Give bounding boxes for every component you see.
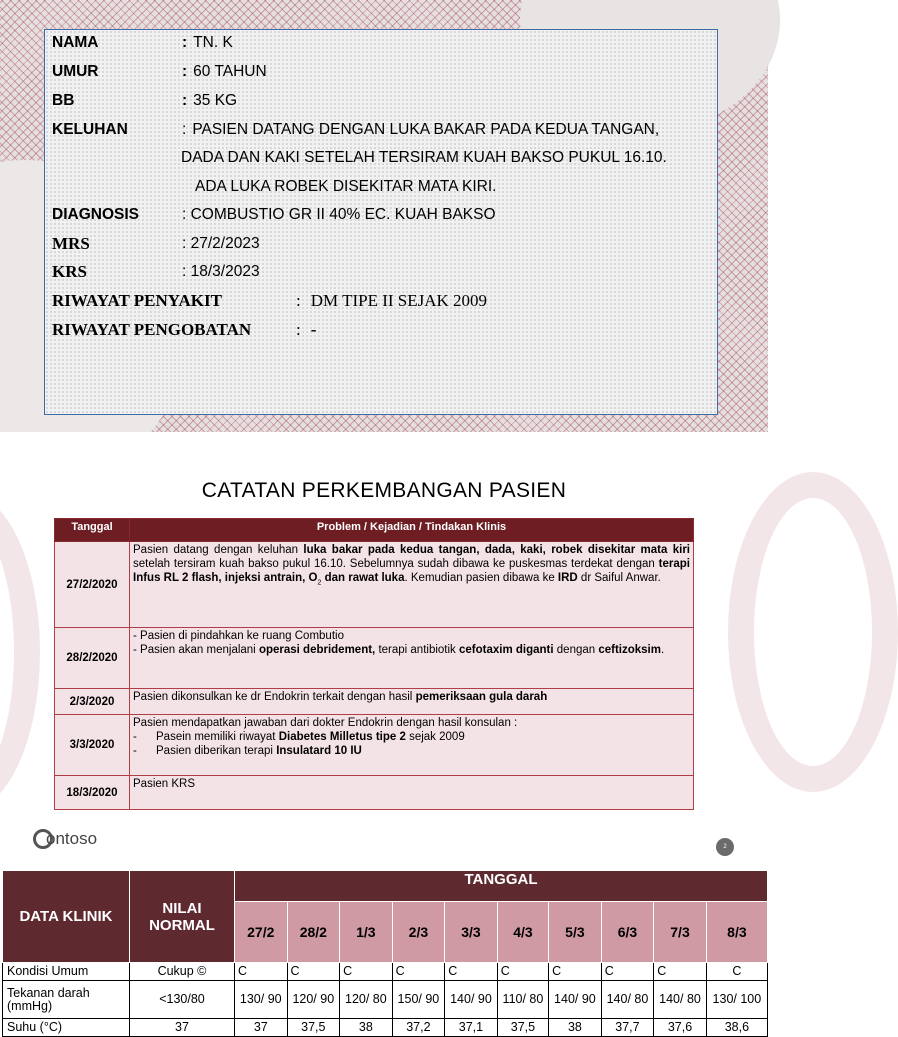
- table-row: [55, 776, 694, 810]
- mrs-label: MRS: [52, 234, 90, 253]
- table-row: [55, 628, 694, 689]
- data-cell: C: [549, 963, 602, 981]
- data-cell: C: [287, 963, 340, 981]
- col-header-nilai-normal: NILAI NORMAL: [130, 871, 235, 963]
- data-cell: 110/ 80: [497, 981, 548, 1019]
- data-cell: 38: [549, 1019, 602, 1037]
- row-date: 2/3/2020: [55, 689, 130, 715]
- date-header: 27/2: [235, 902, 288, 963]
- data-cell: 150/ 90: [392, 981, 445, 1019]
- patient-info-card: [44, 29, 718, 415]
- mrs-value: : 27/2/2023: [182, 235, 260, 252]
- row-date: 18/3/2020: [55, 776, 130, 810]
- date-header: 3/3: [445, 902, 498, 963]
- table-row: [55, 715, 694, 776]
- col-header-data-klinik: DATA KLINIK: [3, 871, 130, 963]
- keluhan-line-3: ADA LUKA ROBEK DISEKITAR MATA KIRI.: [195, 178, 497, 195]
- data-cell: C: [235, 963, 288, 981]
- date-header: 6/3: [601, 902, 654, 963]
- contoso-logo: ontoso: [33, 829, 97, 849]
- row-note: Pasien mendapatkan jawaban dari dokter Endokrin dengan hasil konsulan : - Pasein memiliki riwayat Diabetes Milletus tipe 2 sejak 2009 - Pasien diberikan terapi Insulatard 10 IU: [130, 715, 694, 776]
- data-cell: C: [654, 963, 707, 981]
- table-row: [55, 542, 694, 628]
- date-header: 4/3: [497, 902, 548, 963]
- data-cell: 120/ 90: [287, 981, 340, 1019]
- data-cell: 37,5: [497, 1019, 548, 1037]
- row-diagnosis: [52, 203, 496, 227]
- riwayat-penyakit-label: RIWAYAT PENYAKIT: [52, 291, 222, 310]
- riwayat-pengobatan-label: RIWAYAT PENGOBATAN: [52, 320, 252, 339]
- diagnosis-value: : COMBUSTIO GR II 40% EC. KUAH BAKSO: [182, 206, 496, 223]
- keluhan-line-2: DADA DAN KAKI SETELAH TERSIRAM KUAH BAKSO PUKUL 16.10.: [181, 149, 667, 166]
- nama-label: NAMA: [52, 34, 99, 51]
- bb-value: 35 KG: [193, 92, 238, 109]
- page-number-badge: 2: [716, 838, 734, 856]
- data-cell: C: [497, 963, 548, 981]
- col-header-date: Tanggal: [55, 519, 130, 542]
- slide-progress-notes: [0, 432, 768, 866]
- data-cell: 140/ 90: [445, 981, 498, 1019]
- slide-clinical-data: [0, 866, 768, 1034]
- data-cell: 140/ 90: [549, 981, 602, 1019]
- row-date: 27/2/2020: [55, 542, 130, 628]
- progress-table: [54, 518, 694, 810]
- clinical-data-table: [2, 870, 768, 1037]
- date-header: 2/3: [392, 902, 445, 963]
- slide-patient-info: [0, 0, 768, 432]
- data-cell: 37: [235, 1019, 288, 1037]
- data-cell: 37,5: [287, 1019, 340, 1037]
- row-umur: UMUR : 60 TAHUN: [52, 63, 267, 80]
- col-header-tanggal: TANGGAL: [235, 871, 768, 902]
- data-cell: C: [392, 963, 445, 981]
- data-cell: C: [601, 963, 654, 981]
- data-cell: 140/ 80: [601, 981, 654, 1019]
- row-riwayat-pengobatan: RIWAYAT PENGOBATAN : -: [52, 320, 317, 339]
- date-header: 7/3: [654, 902, 707, 963]
- date-header: 1/3: [340, 902, 393, 963]
- data-cell: C: [340, 963, 393, 981]
- row-normal: 37: [130, 1019, 235, 1037]
- krs-value: : 18/3/2023: [182, 263, 260, 280]
- data-cell: 120/ 80: [340, 981, 393, 1019]
- row-label: Kondisi Umum: [3, 963, 130, 981]
- data-cell: 37,6: [654, 1019, 707, 1037]
- row-mrs: [52, 232, 260, 256]
- row-note: Pasien datang dengan keluhan luka bakar pada kedua tangan, dada, kaki, robek disekitar mata kiri setelah tersiram kuah bakso pukul 16.10. Sebelumnya sudah dibawa ke puskesmas terdekat dengan terapi Infus RL 2 flash, injeksi antrain, $O_2$ dan rawat luka. Kemudian pasien dibawa ke IRD dr Saiful Anwar.: [130, 542, 694, 628]
- date-header: 28/2: [287, 902, 340, 963]
- row-date: 3/3/2020: [55, 715, 130, 776]
- row-riwayat-penyakit: RIWAYAT PENYAKIT : DM TIPE II SEJAK 2009: [52, 291, 488, 310]
- date-header: 8/3: [706, 902, 767, 963]
- krs-label: KRS: [52, 262, 87, 281]
- data-cell: C: [445, 963, 498, 981]
- data-cell: 140/ 80: [654, 981, 707, 1019]
- data-cell: 37,7: [601, 1019, 654, 1037]
- date-header: 5/3: [549, 902, 602, 963]
- row-nama: NAMA : TN. K: [52, 34, 233, 51]
- umur-label: UMUR: [52, 63, 99, 80]
- riwayat-pengobatan-value: -: [310, 320, 317, 339]
- row-label: Tekanan darah (mmHg): [3, 981, 130, 1019]
- progress-title: CATATAN PERKEMBANGAN PASIEN: [201, 479, 567, 502]
- diagnosis-label: DIAGNOSIS: [52, 206, 139, 223]
- row-note: - Pasien di pindahkan ke ruang Combutio - Pasien akan menjalani operasi debridement, terapi antibiotik cefotaxim diganti dengan ceftizoksim.: [130, 628, 694, 689]
- row-bb: BB : 35 KG: [52, 92, 238, 109]
- keluhan-line-1: PASIEN DATANG DENGAN LUKA BAKAR PADA KEDUA TANGAN,: [192, 121, 660, 138]
- table-row: [3, 1019, 768, 1037]
- bb-label: BB: [52, 92, 75, 109]
- row-normal: Cukup ©: [130, 963, 235, 981]
- umur-value: 60 TAHUN: [193, 63, 267, 80]
- data-cell: C: [706, 963, 767, 981]
- keluhan-label: KELUHAN: [52, 121, 128, 138]
- row-normal: <130/80: [130, 981, 235, 1019]
- row-date: 28/2/2020: [55, 628, 130, 689]
- decorative-arc: [0, 492, 40, 812]
- row-krs: [52, 260, 260, 284]
- col-header-problem: Problem / Kejadian / Tindakan Klinis: [130, 519, 694, 542]
- data-cell: 130/ 90: [235, 981, 288, 1019]
- nama-value: TN. K: [193, 34, 233, 51]
- data-cell: 130/ 100: [706, 981, 767, 1019]
- row-note: Pasien dikonsulkan ke dr Endokrin terkait dengan hasil pemeriksaan gula darah: [130, 689, 694, 715]
- row-note: Pasien KRS: [130, 776, 694, 810]
- decorative-arc: [728, 472, 898, 792]
- row-keluhan: KELUHAN : PASIEN DATANG DENGAN LUKA BAKAR PADA KEDUA TANGAN,: [52, 121, 660, 138]
- row-label: Suhu (°C): [3, 1019, 130, 1037]
- data-cell: 37,1: [445, 1019, 498, 1037]
- riwayat-penyakit-value: DM TIPE II SEJAK 2009: [310, 291, 488, 310]
- table-row: [3, 963, 768, 981]
- data-cell: 37,2: [392, 1019, 445, 1037]
- data-cell: 38,6: [706, 1019, 767, 1037]
- table-row: [55, 689, 694, 715]
- table-row: [3, 981, 768, 1019]
- data-cell: 38: [340, 1019, 393, 1037]
